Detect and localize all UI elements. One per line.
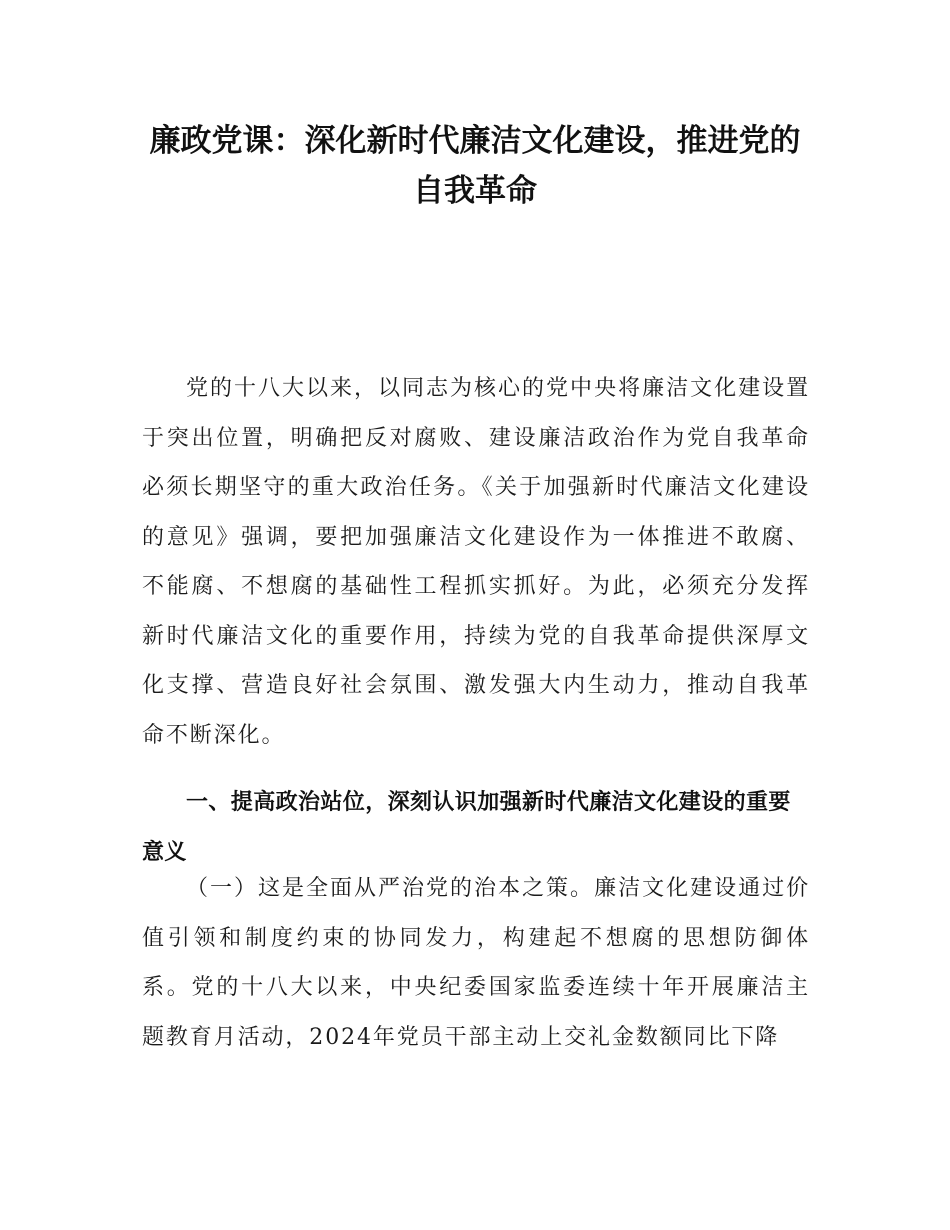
document-title: 廉政党课：深化新时代廉洁文化建设，推进党的自我革命 (149, 123, 801, 209)
intro-paragraph: 党的十八大以来，以同志为核心的党中央将廉洁文化建设置于突出位置，明确把反对腐败、建设廉洁政治作为党自我革命必须长期坚守的重大政治任务。《关于加强新时代廉洁文化建设的意见》强调，要把加强廉洁文化建设作为一体推进不敢腐、不能腐、不想腐的基础性工程抓实抓好。为此，必须充分发挥新时代廉洁文化的重要作用，持续为党的自我革命提供深厚文化支撑、营造良好社会氛围、激发强大内生动力，推动自我革命不断深化。 (142, 376, 810, 748)
section-heading-1: 一、提高政治站位，深刻认识加强新时代廉洁文化建设的重要意义 (142, 790, 791, 865)
subsection-paragraph-1: （一）这是全面从严治党的治本之策。廉洁文化建设通过价值引领和制度约束的协同发力，构建起不想腐的思想防御体系。党的十八大以来，中央纪委国家监委连续十年开展廉洁主题教育月活动，2024年党员干部主动上交礼金数额同比下降 (142, 876, 810, 1050)
